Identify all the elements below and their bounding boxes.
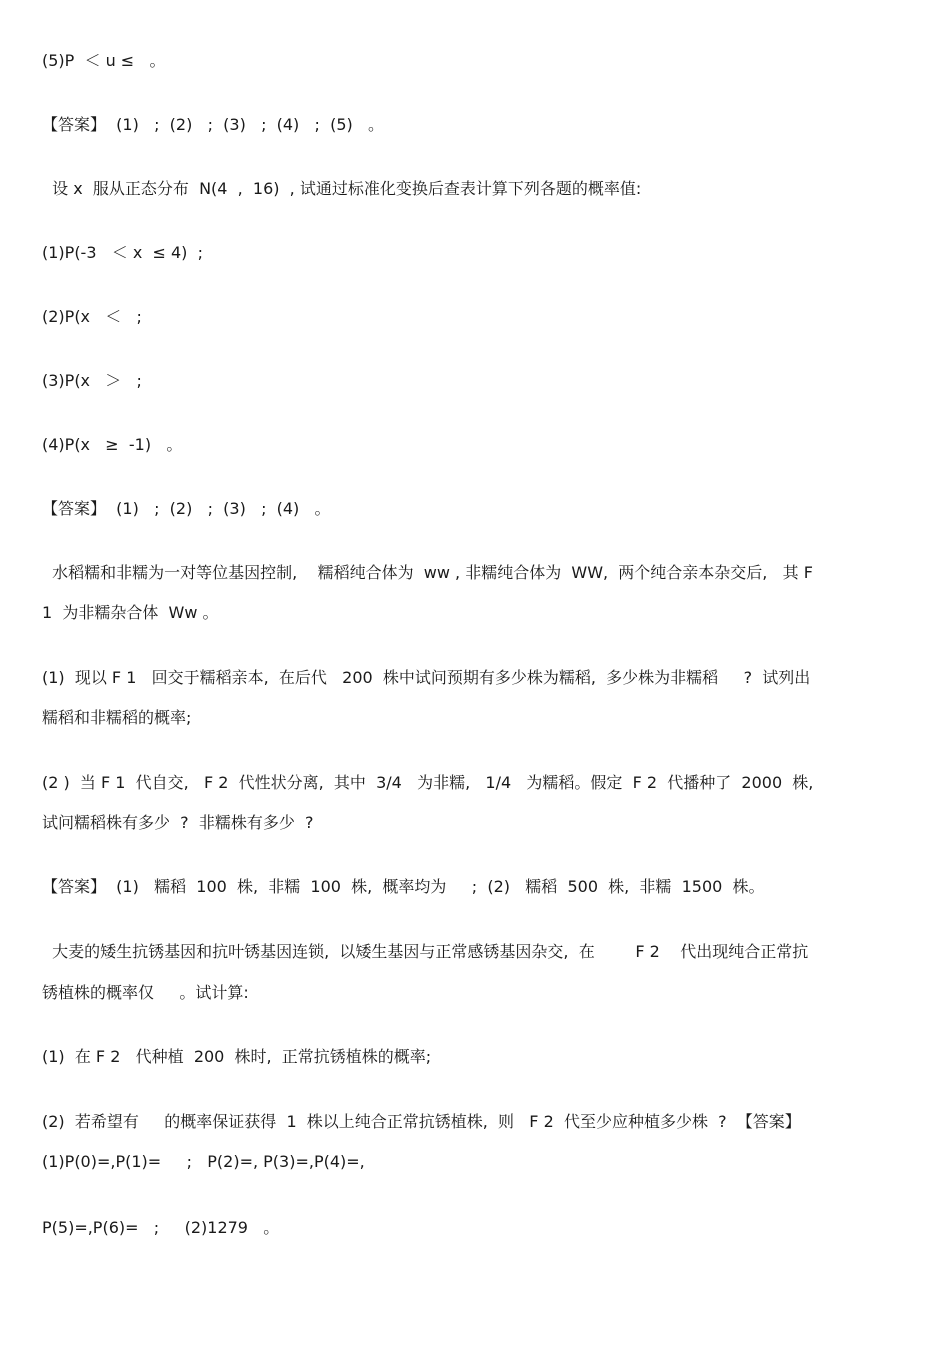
text-line-prob-5: (5)P ＜ u ≤ 。 <box>42 51 166 70</box>
text-line-barley-q1: (1) 在 F 2 代种植 200 株时, 正常抗锈植株的概率; <box>42 1047 432 1066</box>
text-line-answer-2: 【答案】 (1) ; (2) ; (3) ; (4) 。 <box>42 499 331 518</box>
text-line-q3: (3)P(x ＞ ; <box>42 371 142 390</box>
text-line-normal-dist-question: 设 x 服从正态分布 N(4 , 16) , 试通过标准化变换后查表计算下列各题的概率值: <box>42 179 642 198</box>
text-line-answer-4: (1)P(0)=,P(1)= ; P(2)=, P(3)=,P(4)=, <box>42 1152 365 1171</box>
text-line-rice-q1: (1) 现以 F 1 回交于糯稻亲本, 在后代 200 株中试问预期有多少株为糯稻, 多少株为非糯稻 ? 试列出 <box>42 668 811 687</box>
text-line-q1: (1)P(-3 ＜ x ≤ 4) ; <box>42 243 203 262</box>
text-line-rice-q2: (2 ) 当 F 1 代自交, F 2 代性状分离, 其中 3/4 为非糯, 1/4 为糯稻。假定 F 2 代播种了 2000 株, <box>42 773 814 792</box>
text-line-barley-intro-cont: 锈植株的概率仅 。试计算: <box>42 983 249 1002</box>
text-line-q4: (4)P(x ≥ -1) 。 <box>42 435 183 454</box>
text-line-answer-3: 【答案】 (1) 糯稻 100 株, 非糯 100 株, 概率均为 ; (2) 糯稻 500 株, 非糯 1500 株。 <box>42 877 765 896</box>
text-line-answer-4-cont: P(5)=,P(6)= ; (2)1279 。 <box>42 1218 280 1237</box>
text-line-answer-1: 【答案】 (1) ; (2) ; (3) ; (4) ; (5) 。 <box>42 115 385 134</box>
text-line-rice-q1-cont: 糯稻和非糯稻的概率; <box>42 708 192 727</box>
text-line-barley-q2: (2) 若希望有 的概率保证获得 1 株以上纯合正常抗锈植株, 则 F 2 代至少应种植多少株 ? 【答案】 <box>42 1112 801 1131</box>
text-line-barley-intro: 大麦的矮生抗锈基因和抗叶锈基因连锁, 以矮生基因与正常感锈基因杂交, 在 F 2 代出现纯合正常抗 <box>42 942 809 961</box>
text-line-rice-intro: 水稻糯和非糯为一对等位基因控制, 糯稻纯合体为 ww , 非糯纯合体为 WW, 两个纯合亲本杂交后, 其 F <box>42 563 813 582</box>
text-line-rice-intro-cont: 1 为非糯杂合体 Ww 。 <box>42 603 219 622</box>
text-line-q2: (2)P(x ＜ ; <box>42 307 142 326</box>
text-line-rice-q2-cont: 试问糯稻株有多少 ? 非糯株有多少 ? <box>42 813 314 832</box>
